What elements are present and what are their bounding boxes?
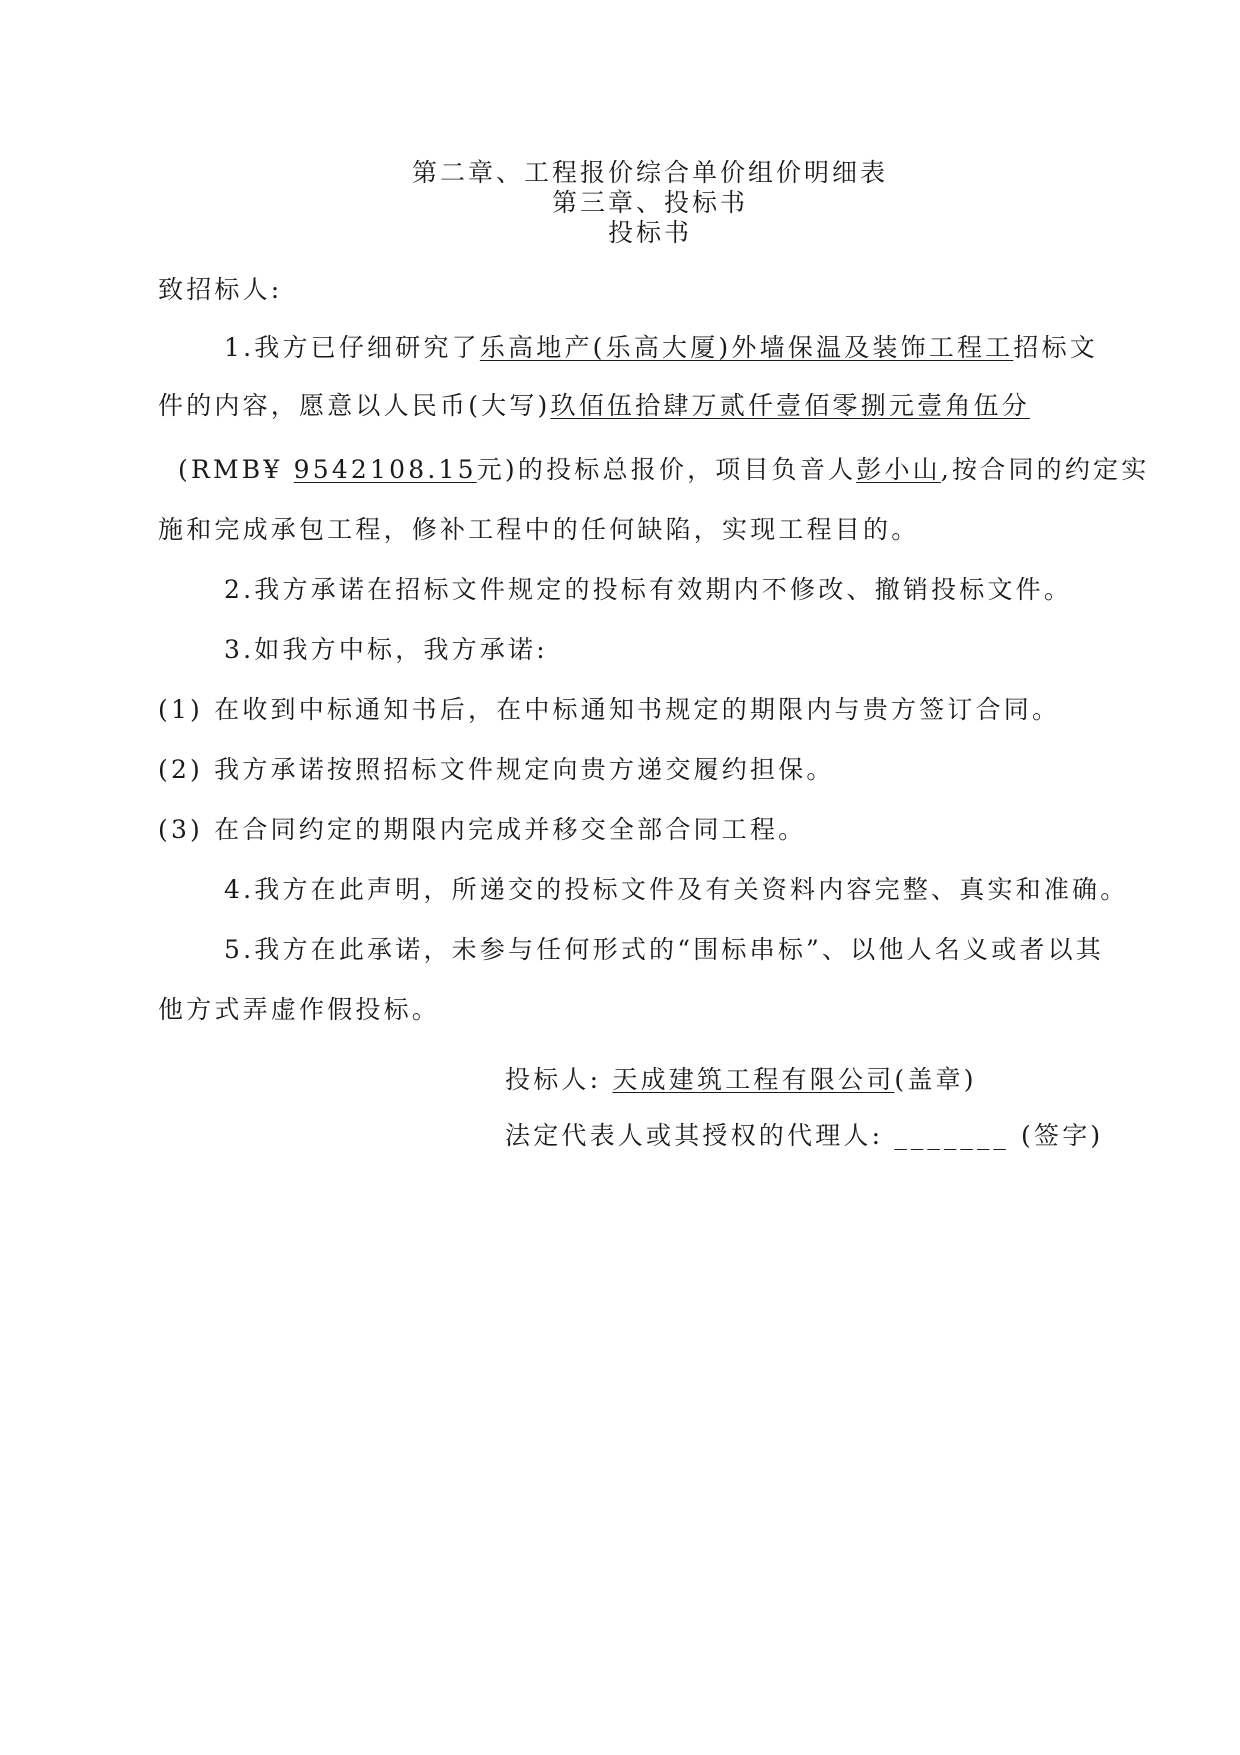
paragraph-1-line-3: (RMB¥ 9542108.15元)的投标总报价，项目负音人彭小山,按合同的约定实 xyxy=(178,455,1150,484)
bidder-signature-line: 投标人: 天成建筑工程有限公司(盖章) xyxy=(505,1065,977,1094)
project-manager-name: 彭小山 xyxy=(856,455,941,484)
bid-letter-title: 投标书 xyxy=(607,218,692,247)
signature-blank: _______ xyxy=(894,1121,1010,1150)
amount-in-figures: 9542108.15 xyxy=(293,455,477,484)
salutation: 致招标人: xyxy=(158,275,283,304)
document-titles xyxy=(0,158,1240,248)
representative-signature-line: 法定代表人或其授权的代理人: _______ (签字) xyxy=(505,1121,1104,1150)
paragraph-1-line-1: 1.我方已仔细研究了乐高地产(乐高大厦)外墙保温及装饰工程工招标文 xyxy=(224,333,1098,362)
amount-in-words: 玖佰伍拾肆万贰仟壹佰零捌元壹角伍分 xyxy=(550,391,1030,420)
paragraph-1-line-4: 施和完成承包工程，修补工程中的任何缺陷，实现工程目的。 xyxy=(158,515,920,544)
paragraph-3: 3.如我方中标，我方承诺: xyxy=(224,635,548,664)
chapter-two-title: 第二章、工程报价综合单价组价明细表 xyxy=(411,158,888,187)
chapter-three-title: 第三章、投标书 xyxy=(551,188,748,217)
paragraph-5-line-2: 他方式弄虚作假投标。 xyxy=(158,995,441,1024)
paragraph-3-item-1: (1) 在收到中标通知书后，在中标通知书规定的期限内与贵方签订合同。 xyxy=(158,695,1061,724)
bidder-company-name: 天成建筑工程有限公司 xyxy=(612,1065,895,1094)
paragraph-3-item-3: (3) 在合同约定的期限内完成并移交全部合同工程。 xyxy=(158,815,807,844)
paragraph-2: 2.我方承诺在招标文件规定的投标有效期内不修改、撤销投标文件。 xyxy=(224,575,1073,604)
paragraph-3-item-2: (2) 我方承诺按照招标文件规定向贵方递交履约担保。 xyxy=(158,755,835,784)
project-name: 乐高地产(乐高大厦)外墙保温及装饰工程工 xyxy=(479,333,1014,362)
paragraph-5-line-1: 5.我方在此承诺，未参与任何形式的“围标串标”、以他人名义或者以其 xyxy=(224,935,1105,964)
paragraph-1-line-2: 件的内容，愿意以人民币(大写)玖佰伍拾肆万贰仟壹佰零捌元壹角伍分 xyxy=(158,391,1030,420)
paragraph-4: 4.我方在此声明，所递交的投标文件及有关资料内容完整、真实和准确。 xyxy=(224,875,1129,904)
